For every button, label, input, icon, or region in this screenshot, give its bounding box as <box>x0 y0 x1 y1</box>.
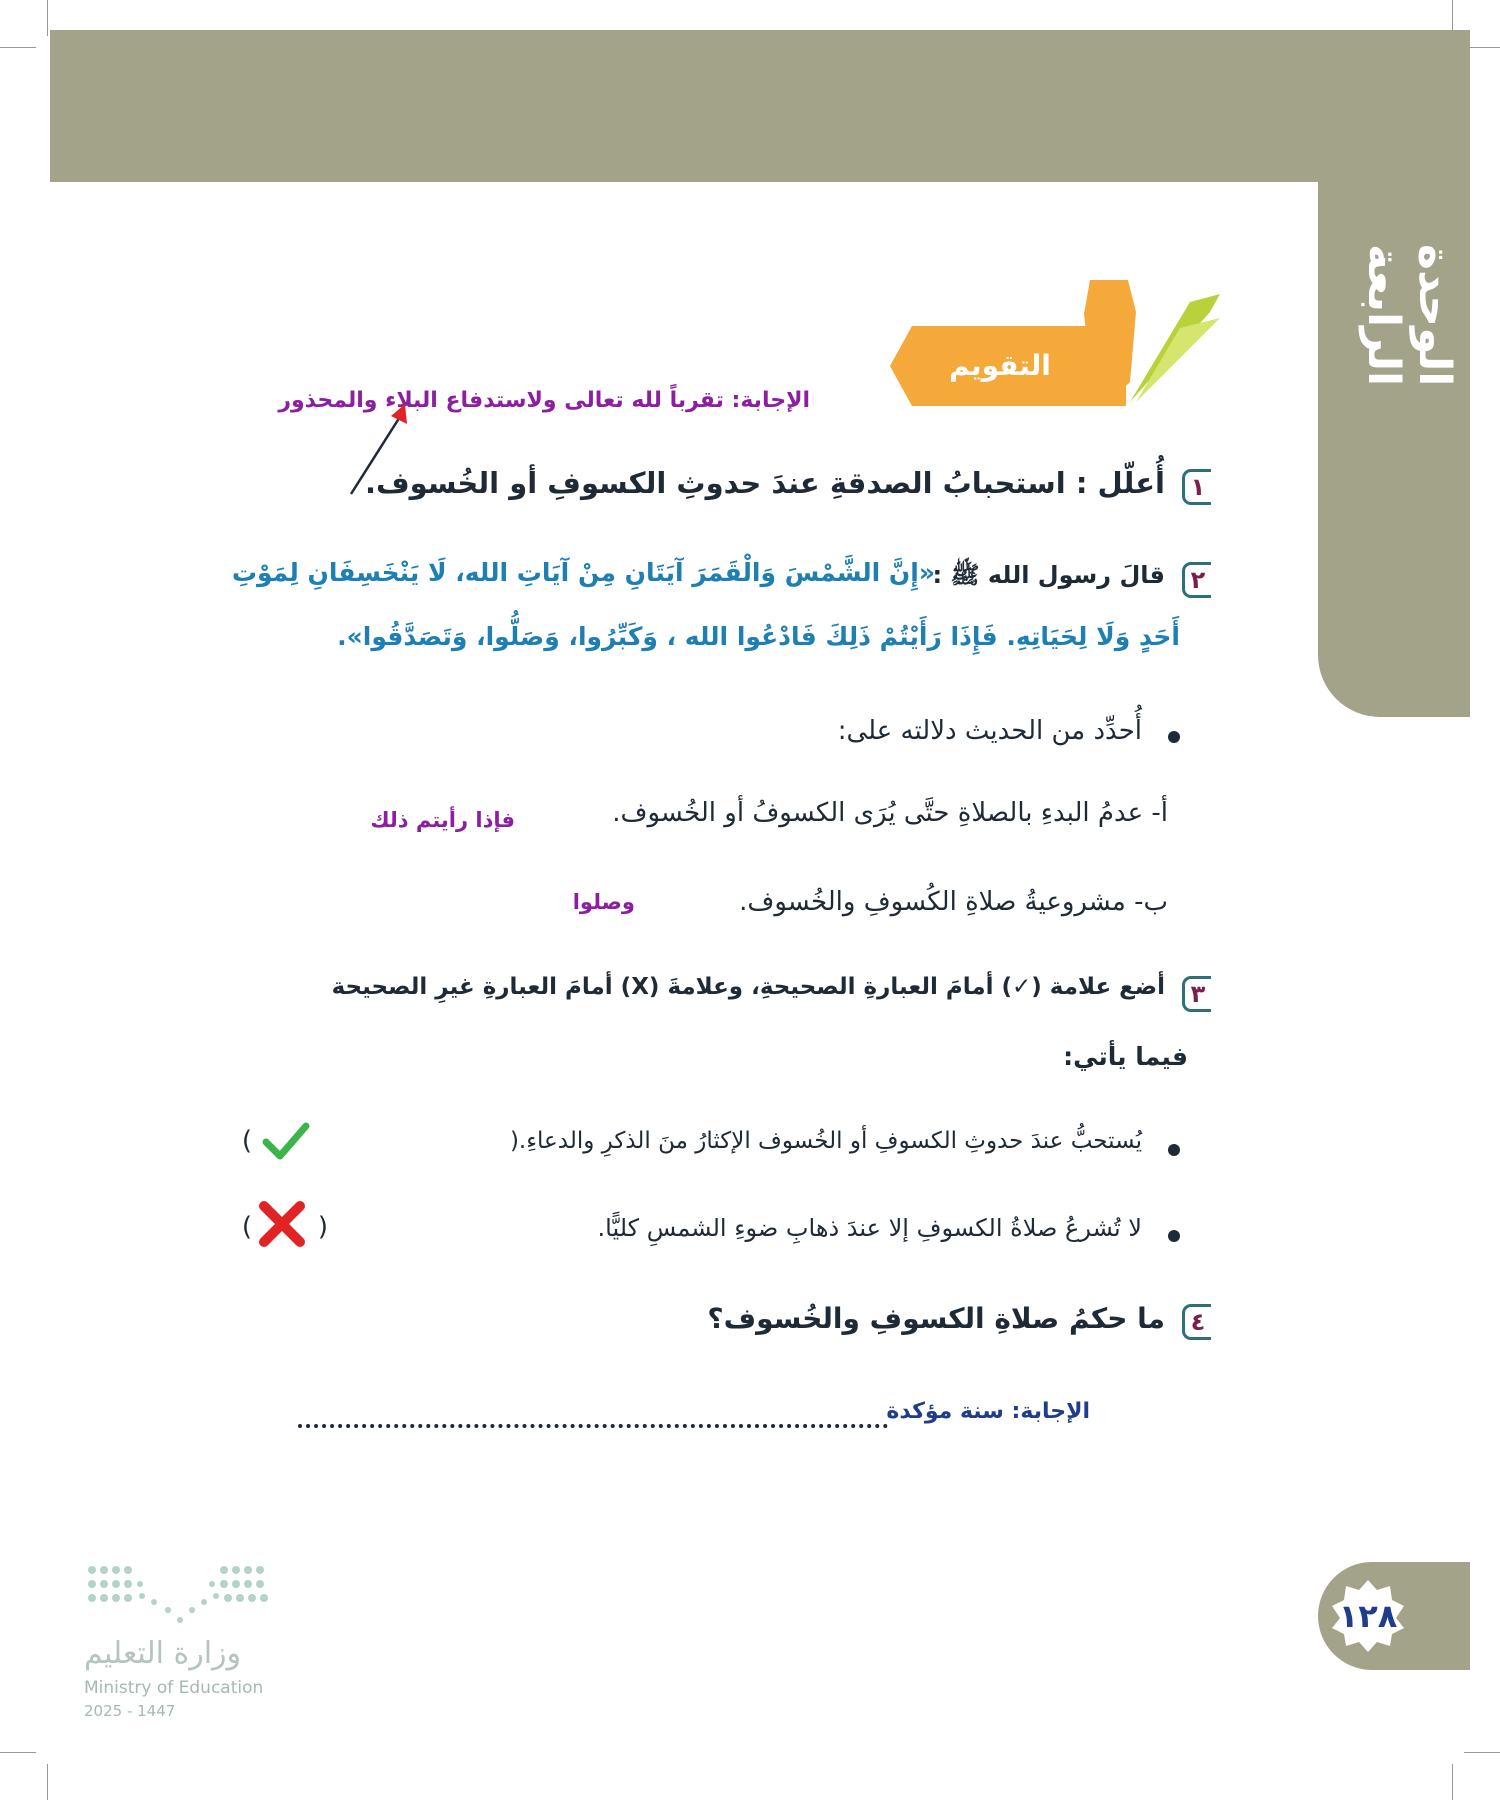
ministry-logo-dots <box>84 1562 270 1628</box>
unit-title: الوحدة الرابعة <box>1358 243 1460 387</box>
crop-mark <box>47 0 48 36</box>
bullet <box>1168 1144 1180 1156</box>
header-band <box>50 30 1470 182</box>
question-2-item-b: ب- مشروعيةُ صلاةِ الكُسوفِ والخُسوف. <box>739 887 1168 917</box>
statement-1-close: ) <box>241 1126 252 1156</box>
question-3-line-2: فيما يأتي: <box>1063 1042 1188 1071</box>
crop-mark <box>0 1752 36 1753</box>
question-2-bullet: أُحدِّد من الحديث دلالته على: <box>837 716 1142 746</box>
hadith-line-1: «إِنَّ الشَّمْسَ وَالْقَمَرَ آيَتَانِ مِنْ آيَاتِ الله، لَا يَنْخَسِفَانِ لِمَوْتِ <box>231 558 935 587</box>
answer-line <box>298 1418 888 1428</box>
question-number: ٤ <box>1182 1304 1211 1340</box>
question-3-line-1: أضع علامة (✓) أمامَ العبارةِ الصحيحةِ، وعلامةَ (X) أمامَ العبارةِ غيرِ الصحيحة <box>331 974 1165 1000</box>
handwritten-answer-1: الإجابة: تقرباً لله تعالى ولاستدفاع البلاء والمحذور <box>278 388 810 413</box>
question-number: ١ <box>1182 469 1211 505</box>
crop-mark <box>1464 1752 1500 1753</box>
statement-2-close: ) <box>241 1212 252 1242</box>
ministry-name-ar: وزارة التعليم <box>84 1636 242 1671</box>
crop-mark <box>1452 1764 1453 1800</box>
page-number: ١٢٨ <box>1338 1597 1398 1635</box>
question-4-text: ما حكمُ صلاةِ الكسوفِ والخُسوف؟ <box>707 1302 1165 1335</box>
check-icon <box>262 1120 310 1162</box>
question-number: ٣ <box>1182 976 1211 1012</box>
handwritten-answer-2a: فإذا رأيتم ذلك <box>370 808 515 832</box>
ministry-name-en: Ministry of Education <box>84 1678 264 1698</box>
statement-2-open: ( <box>317 1212 328 1242</box>
question-number: ٢ <box>1182 562 1211 598</box>
crop-mark <box>47 1764 48 1800</box>
statement-2: لا تُشرعُ صلاةُ الكسوفِ إلا عندَ ذهابِ ضوءِ الشمسِ كليًّا. <box>597 1214 1142 1242</box>
ministry-year: 2025 - 1447 <box>84 1702 176 1720</box>
handwritten-answer-2b: وصلوا <box>572 890 635 914</box>
bullet <box>1168 731 1180 743</box>
question-2-intro: قالَ رسول الله ﷺ : <box>932 561 1165 589</box>
cross-icon <box>256 1198 308 1250</box>
bullet <box>1168 1230 1180 1242</box>
section-label: التقويم <box>949 349 1051 382</box>
hadith-line-2: أَحَدٍ وَلَا لِحَيَاتِهِ. فَإِذَا رَأَيْتُمْ ذَلِكَ فَادْعُوا الله ، وَكَبِّرُوا، وَصَلُّوا، وَتَصَدَّقُوا». <box>337 622 1180 651</box>
statement-1: يُستحبُّ عندَ حدوثِ الكسوفِ أو الخُسوف الإكثارُ منَ الذكرِ والدعاءِ.( <box>509 1128 1142 1154</box>
crop-mark <box>0 47 36 48</box>
question-2-item-a: أ- عدمُ البدءِ بالصلاةِ حتَّى يُرَى الكسوفُ أو الخُسوف. <box>612 798 1168 828</box>
handwritten-answer-4: الإجابة: سنة مؤكدة <box>886 1399 1090 1424</box>
question-1-text: أُعلّل : استحبابُ الصدقةِ عندَ حدوثِ الكسوفِ أو الخُسوف. <box>364 466 1165 500</box>
